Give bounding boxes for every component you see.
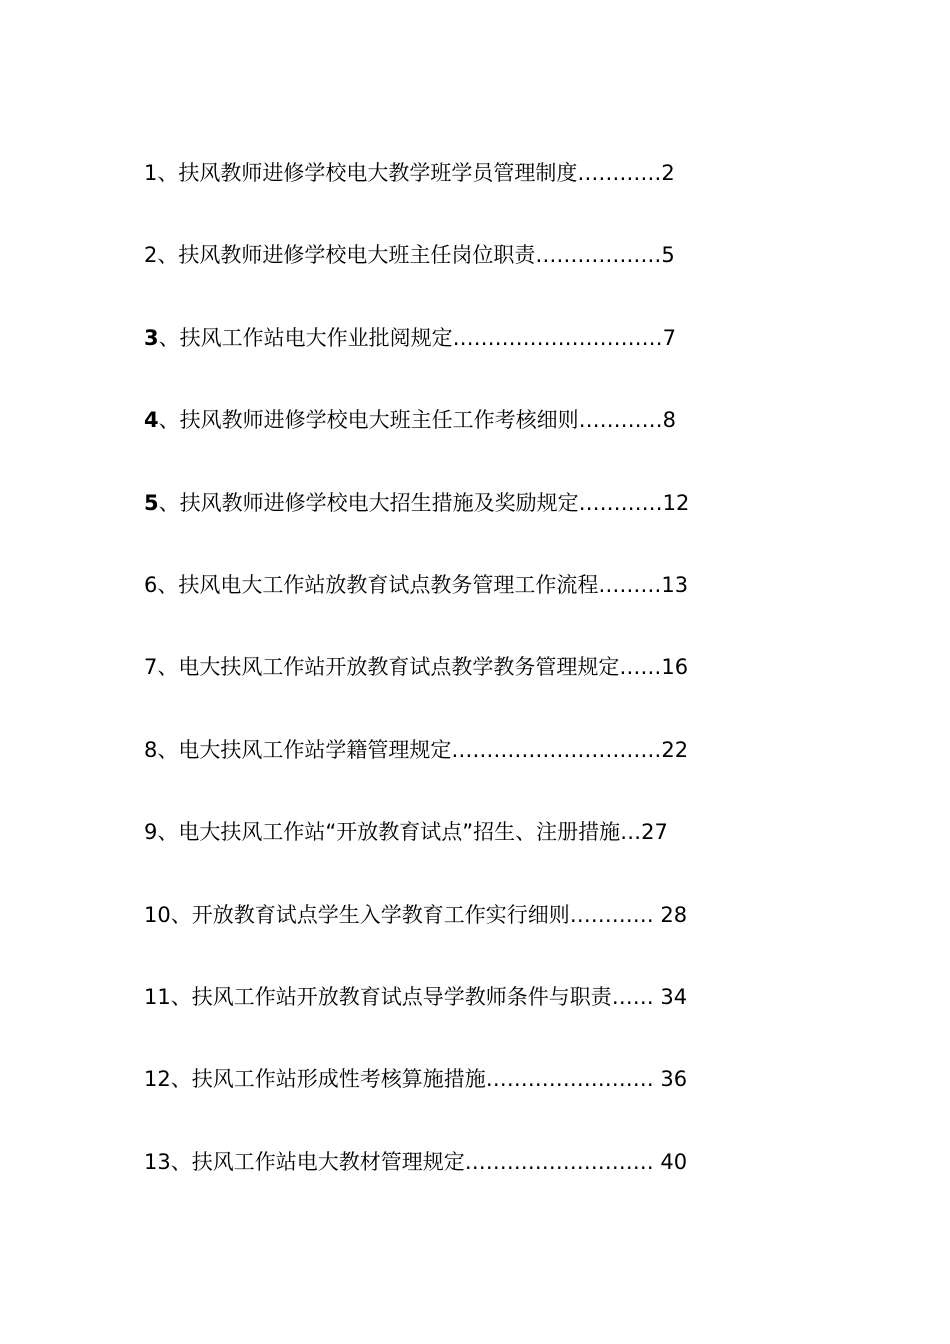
toc-entry-10[interactable] xyxy=(144,895,844,977)
toc-entry-number: 2 xyxy=(144,243,158,268)
toc-entry-5[interactable] xyxy=(144,483,844,565)
toc-entry-number: 1 xyxy=(144,161,158,185)
toc-entry-text: 、扶风工作站开放教育试点导学教师条件与职责…… 34 xyxy=(170,984,688,1009)
toc-entry-text: 、电大扶风工作站学籍管理规定…………………………22 xyxy=(157,737,689,762)
toc-entry-text: 、扶风电大工作站放教育试点教务管理工作流程………13 xyxy=(157,572,689,597)
toc-entry-3[interactable] xyxy=(144,318,844,400)
toc-entry-9[interactable] xyxy=(144,812,844,894)
toc-entry-2[interactable] xyxy=(144,235,844,317)
toc-entry-8[interactable] xyxy=(144,730,844,812)
toc-entry-number: 11 xyxy=(144,984,171,1009)
toc-entry-number: 12 xyxy=(144,1067,171,1092)
table-of-contents xyxy=(144,153,844,1224)
toc-entry-7[interactable] xyxy=(144,647,844,729)
toc-entry-12[interactable] xyxy=(144,1059,844,1141)
toc-entry-number: 13 xyxy=(144,1149,171,1174)
toc-entry-text: 、开放教育试点学生入学教育工作实行细则………… 28 xyxy=(170,902,688,927)
toc-entry-text: 、电大扶风工作站开放教育试点教学教务管理规定……16 xyxy=(157,655,689,680)
toc-entry-13[interactable] xyxy=(144,1142,844,1224)
toc-entry-number: 8 xyxy=(144,737,158,762)
toc-entry-6[interactable] xyxy=(144,565,844,647)
toc-entry-number: 9 xyxy=(144,820,158,845)
toc-entry-text: 、扶风工作站电大作业批阅规定…………………………7 xyxy=(158,325,676,350)
toc-entry-text: 、扶风教师进修学校电大教学班学员管理制度…………2 xyxy=(157,161,675,185)
toc-entry-number: 5 xyxy=(144,490,159,515)
toc-entry-text: 、扶风教师进修学校电大招生措施及奖励规定…………12 xyxy=(158,490,690,515)
toc-entry-number: 3 xyxy=(144,325,159,350)
toc-entry-text: 、扶风工作站电大教材管理规定……………………… 40 xyxy=(170,1149,688,1174)
toc-entry-text: 、扶风教师进修学校电大班主任工作考核细则…………8 xyxy=(158,408,676,433)
toc-entry-11[interactable] xyxy=(144,977,844,1059)
toc-entry-1[interactable] xyxy=(144,153,844,235)
toc-entry-text: 、电大扶风工作站“开放教育试点”招生、注册措施…27 xyxy=(157,820,668,845)
toc-entry-4[interactable] xyxy=(144,400,844,482)
toc-entry-text: 、扶风工作站形成性考核算施措施…………………… 36 xyxy=(170,1067,688,1092)
toc-entry-number: 6 xyxy=(144,572,158,597)
toc-entry-number: 4 xyxy=(144,408,159,433)
toc-entry-text: 、扶风教师进修学校电大班主任岗位职责………………5 xyxy=(157,243,675,268)
toc-entry-number: 10 xyxy=(144,902,171,927)
toc-entry-number: 7 xyxy=(144,655,158,680)
